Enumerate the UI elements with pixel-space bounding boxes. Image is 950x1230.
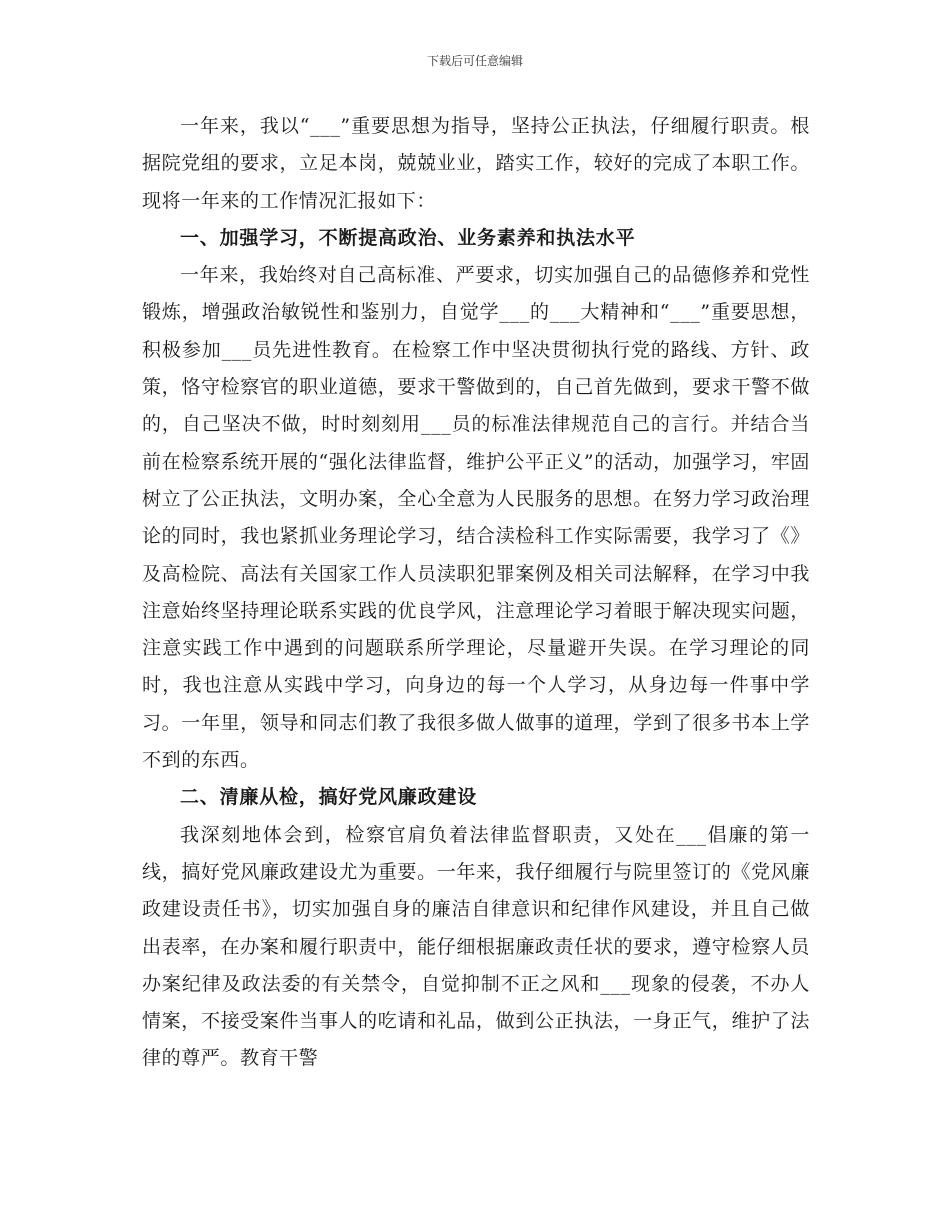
intro-paragraph: 一年来，我以“___”重要思想为指导，坚持公正执法，仔细履行职责。根据院党组的要求，立足本岗，兢兢业业，踏实工作，较好的完成了本职工作。现将一年来的工作情况汇报如下： [142,115,810,212]
section-1-paragraph: 一年来，我始终对自己高标准、严要求，切实加强自己的品德修养和党性锻炼，增强政治敏锐性和鉴别力，自觉学___的___大精神和“___”重要思想，积极参加___员先进性教育。在检察工作中坚决贯彻执行党的路线、方针、政策，恪守检察官的职业道德，要求干警做到的，自己首先做到，要求干警不做的，自己坚决不做，时时刻刻用___员的标准法律规范自己的言行。并结合当前在检察系统开展的“强化法律监督，维护公平正义”的活动，加强学习，牢固树立了公正执法，文明办案，全心全意为人民服务的思想。在努力学习政治理论的同时，我也紧抓业务理论学习，结合渎检科工作实际需要，我学习了《》及高检院、高法有关国家工作人员渎职犯罪案例及相关司法解释，在学习中我注意始终坚持理论联系实践的优良学风，注意理论学习着眼于解决现实问题，注意实践工作中遇到的问题联系所学理论，尽量避开失误。在学习理论的同时，我也注意从实践中学习，向身边的每一个人学习，从身边每一件事中学习。一年里，领导和同志们教了我很多做人做事的道理，学到了很多书本上学不到的东西。 [142,264,810,772]
section-2-heading: 二、清廉从检，搞好党风廉政建设 [180,786,478,809]
section-1-heading: 一、加强学习，不断提高政治、业务素养和执法水平 [180,226,636,249]
page-header: 下载后可任意编辑 [426,54,523,68]
document-body [142,108,810,1078]
section-2-paragraph: 我深刻地体会到，检察官肩负着法律监督职责，又处在___倡廉的第一线，搞好党风廉政建设尤为重要。一年来，我仔细履行与院里签订的《党风廉政建设责任书》，切实加强自身的廉洁自律意识和纪律作风建设，并且自己做出表率，在办案和履行职责中，能仔细根据廉政责任状的要求，遵守检察人员办案纪律及政法委的有关禁令，自觉抑制不正之风和___现象的侵袭，不办人情案，不接受案件当事人的吃请和礼品，做到公正执法，一身正气，维护了法律的尊严。教育干警 [142,823,810,1070]
